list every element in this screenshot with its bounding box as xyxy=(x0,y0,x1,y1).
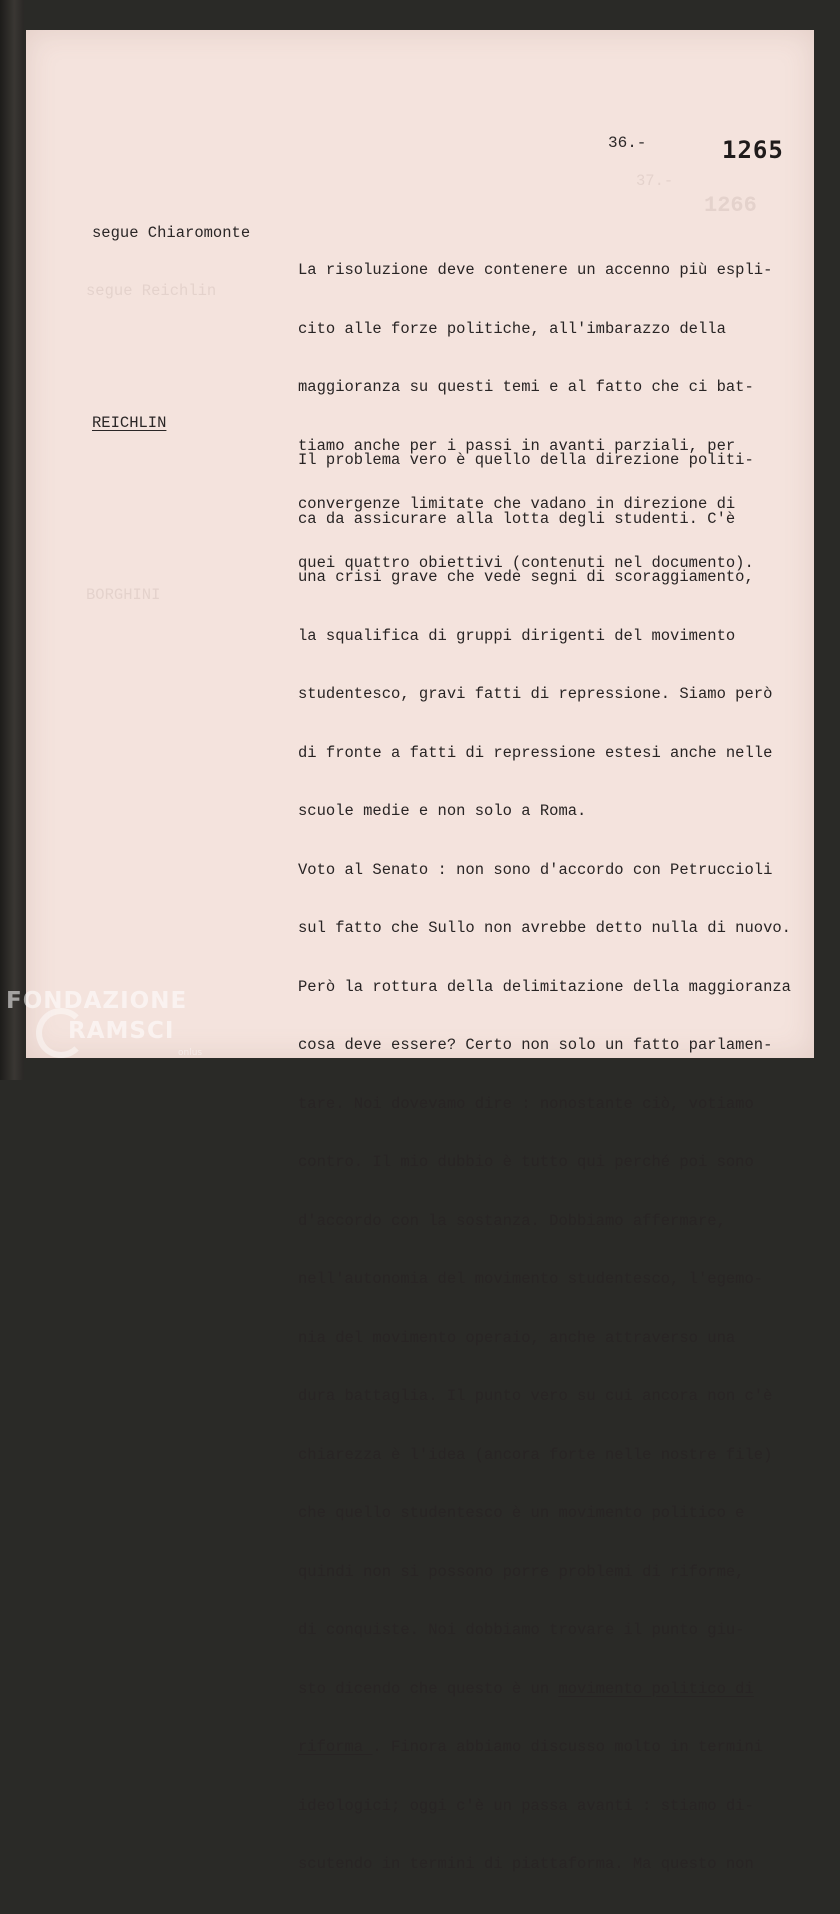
text-line: tiamo anche per i passi in avanti parziali, per xyxy=(298,436,736,455)
text-line: chiarezza è l'idea (ancora forte nelle nostre file) xyxy=(298,1445,773,1464)
text-line: che quello studentesco è un movimento politico e xyxy=(298,1504,745,1522)
text-fragment: sto dicendo che questo è un xyxy=(298,1679,559,1698)
text-line: la squalifica di gruppi dirigenti del movimento xyxy=(298,626,736,645)
text-line-underlined xyxy=(298,1680,818,1700)
text-line: di fronte a fatti di repressione estesi anche nelle xyxy=(298,743,773,762)
text-line: scuole medie e non solo a Roma. xyxy=(298,802,587,820)
text-line: convergenze limitate che vadano in direzione di xyxy=(298,495,736,513)
text-line: d'accordo con la sostanza. Dobbiamo affermare, xyxy=(298,1211,726,1230)
text-line: ca da assicurare alla lotta degli studenti. C'è xyxy=(298,509,736,528)
text-line: Il problema vero è quello della direzione politi- xyxy=(298,451,754,469)
text-line: dura battaglia. Il punto vero su cui ancora non c'è xyxy=(298,1387,773,1405)
text-line: contro. Il mio dubbio è tutto qui perché poi sono xyxy=(298,1153,754,1171)
text-line: quindi non si possono porre problemi di riforme, xyxy=(298,1562,745,1581)
watermark-onlus: onlus xyxy=(178,1048,203,1058)
text-line: Però la rottura della delimitazione della maggioranza xyxy=(298,977,791,996)
show-through-stamp: 1266 xyxy=(704,193,757,218)
text-line: sul fatto che Sullo non avrebbe detto nulla di nuovo. xyxy=(298,919,791,937)
speaker-chiaromonte: segue Chiaromonte xyxy=(92,224,251,242)
text-line: una crisi grave che vede segni di scoraggiamento, xyxy=(298,568,754,586)
show-through-speaker: segue Reichlin xyxy=(86,282,217,300)
text-line: tare. Noi dovevamo dire : nonostante ciò, votiamo xyxy=(298,1094,754,1113)
text-line: nell'autonomia del movimento studentesco, l'egemo- xyxy=(298,1270,764,1288)
paragraph-reichlin xyxy=(298,412,818,1914)
text-line: di conquiste. Noi dobbiamo trovare il punto giu- xyxy=(298,1621,745,1639)
watermark-line1: FONDAZIONE xyxy=(6,988,188,1014)
text-line: studentesco, gravi fatti di repressione. Siamo però xyxy=(298,685,773,703)
text-line: cito alle forze politiche, all'imbarazzo della xyxy=(298,319,726,338)
document-page xyxy=(26,30,814,1873)
text-line: scutendo in termini di piattaforma. Ma questo non xyxy=(298,1855,754,1873)
watermark-line2: RAMSCI xyxy=(68,1018,175,1044)
underlined-phrase: riforma xyxy=(298,1738,373,1756)
text-line: nia del movimento operaio, anche attraverso una xyxy=(298,1328,736,1347)
page-number: 36.- xyxy=(608,134,647,152)
show-through-page-number: 37.- xyxy=(636,172,674,190)
text-line: La risoluzione deve contenere un accenno più espli- xyxy=(298,261,773,279)
underlined-phrase: movimento politico di xyxy=(558,1679,754,1698)
archive-stamp-number: 1265 xyxy=(722,136,784,164)
text-line: quei quattro obiettivi (contenuti nel documento). xyxy=(298,553,754,572)
text-fragment: . Finora abbiamo discusso molto in termini xyxy=(372,1738,764,1756)
binder-edge xyxy=(0,0,24,1080)
text-line: cosa deve essere? Certo non solo un fatto parlamen- xyxy=(298,1036,773,1054)
text-line-underlined xyxy=(298,1738,818,1758)
text-line: ideologici; oggi c'è un passa avanti : stiamo di- xyxy=(298,1796,754,1815)
speaker-reichlin: REICHLIN xyxy=(92,414,167,432)
show-through-speaker-2: BORGHINI xyxy=(86,586,161,604)
text-line: Voto al Senato : non sono d'accordo con Petruccioli xyxy=(298,860,773,879)
fondazione-gramsci-watermark xyxy=(6,988,216,1068)
text-line: maggioranza su questi temi e al fatto che ci bat- xyxy=(298,378,754,396)
